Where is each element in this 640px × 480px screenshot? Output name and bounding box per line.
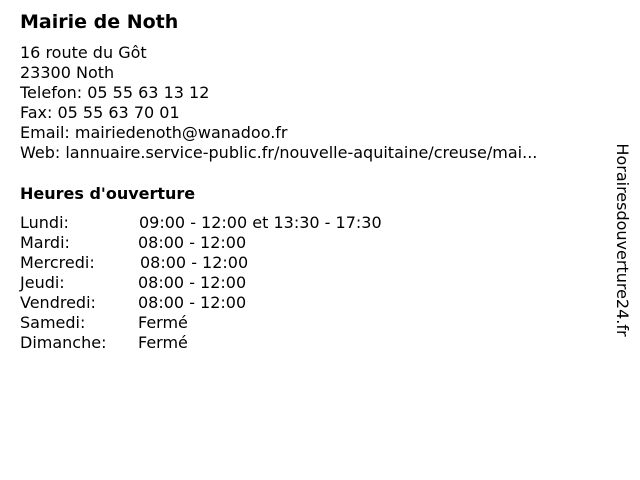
address-city: 23300 Noth [20,63,115,82]
day-label: Jeudi: [20,273,65,292]
day-label: Vendredi: [20,293,96,312]
day-label: Mercredi: [20,253,95,272]
email-address: Email: mairiedenoth@wanadoo.fr [20,123,288,142]
fax-number: Fax: 05 55 63 70 01 [20,103,180,122]
day-hours: Fermé [138,333,188,352]
day-hours: 08:00 - 12:00 [138,293,247,312]
day-hours: 08:00 - 12:00 [140,253,249,272]
day-label: Mardi: [20,233,70,252]
day-hours: 08:00 - 12:00 [138,273,247,292]
page-title: Mairie de Noth [20,11,179,33]
contact-block [20,43,537,163]
opening-hours-heading: Heures d'ouverture [20,184,196,203]
website-url: Web: lannuaire.service-public.fr/nouvelle-aquitaine/creuse/mai... [20,143,538,162]
day-hours: 09:00 - 12:00 et 13:30 - 17:30 [139,213,382,232]
address-street: 16 route du Gôt [20,43,147,62]
site-watermark: Horairesdouverture24.fr [613,143,632,337]
day-label: Lundi: [20,213,69,232]
phone-number: Telefon: 05 55 63 13 12 [20,83,210,102]
day-label: Dimanche: [20,333,107,352]
day-hours: 08:00 - 12:00 [138,233,247,252]
day-hours: Fermé [138,313,188,332]
day-label: Samedi: [20,313,86,332]
